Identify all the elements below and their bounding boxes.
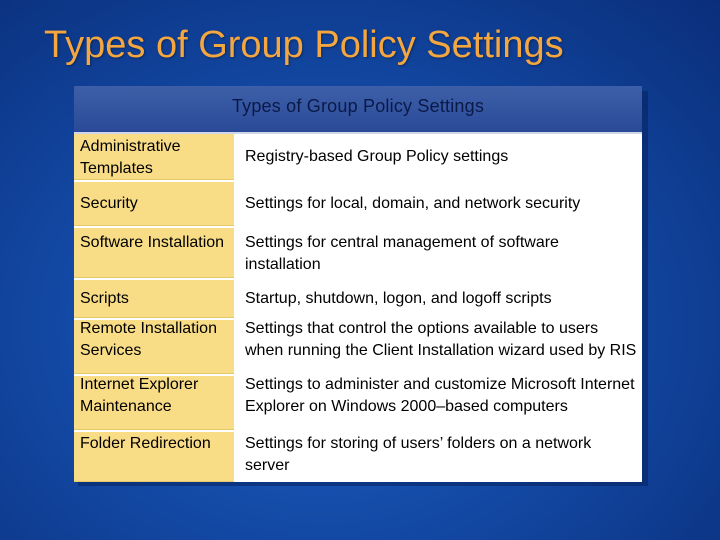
setting-description: Settings for local, domain, and network security [245,195,581,212]
table-row [74,320,642,374]
setting-description: Settings for storing of users’ folders on a network server [245,435,592,474]
setting-description: Registry-based Group Policy settings [245,148,509,165]
setting-name: Scripts [80,290,129,307]
setting-name: Administrative Templates [80,138,181,177]
setting-name: Folder Redirection [80,435,211,452]
table-row [74,376,642,430]
setting-description: Settings to administer and customize Microsoft Internet Explorer on Windows 2000–based computers [245,376,635,415]
setting-name-cell [74,228,234,278]
setting-description-cell [241,228,642,278]
setting-description-cell [241,182,642,226]
setting-name-cell [74,280,234,318]
settings-table [74,86,642,482]
table-header [74,86,642,134]
setting-name-cell [74,432,234,482]
setting-description: Settings for central management of software installation [245,234,559,273]
setting-description-cell [241,432,642,482]
table-row [74,182,642,226]
setting-description-cell [241,376,642,430]
slide-title: Types of Group Policy Settings [44,24,564,66]
setting-description-cell [241,320,642,374]
setting-description: Startup, shutdown, logon, and logoff scripts [245,290,552,307]
setting-description-cell [241,134,642,180]
setting-name-cell [74,134,234,180]
setting-name: Remote Installation Services [80,320,217,359]
setting-name: Software Installation [80,234,225,251]
table-header-title: Types of Group Policy Settings [231,96,485,116]
table-row [74,432,642,482]
table-row [74,280,642,318]
table-row [74,228,642,278]
setting-name: Security [80,195,138,212]
setting-name-cell [74,376,234,430]
setting-description: Settings that control the options available to users when running the Client Installation wizard used by RIS [245,320,637,359]
setting-name-cell [74,182,234,226]
table-row [74,134,642,180]
setting-name-cell [74,320,234,374]
setting-description-cell [241,280,642,318]
setting-name: Internet Explorer Maintenance [80,376,199,415]
